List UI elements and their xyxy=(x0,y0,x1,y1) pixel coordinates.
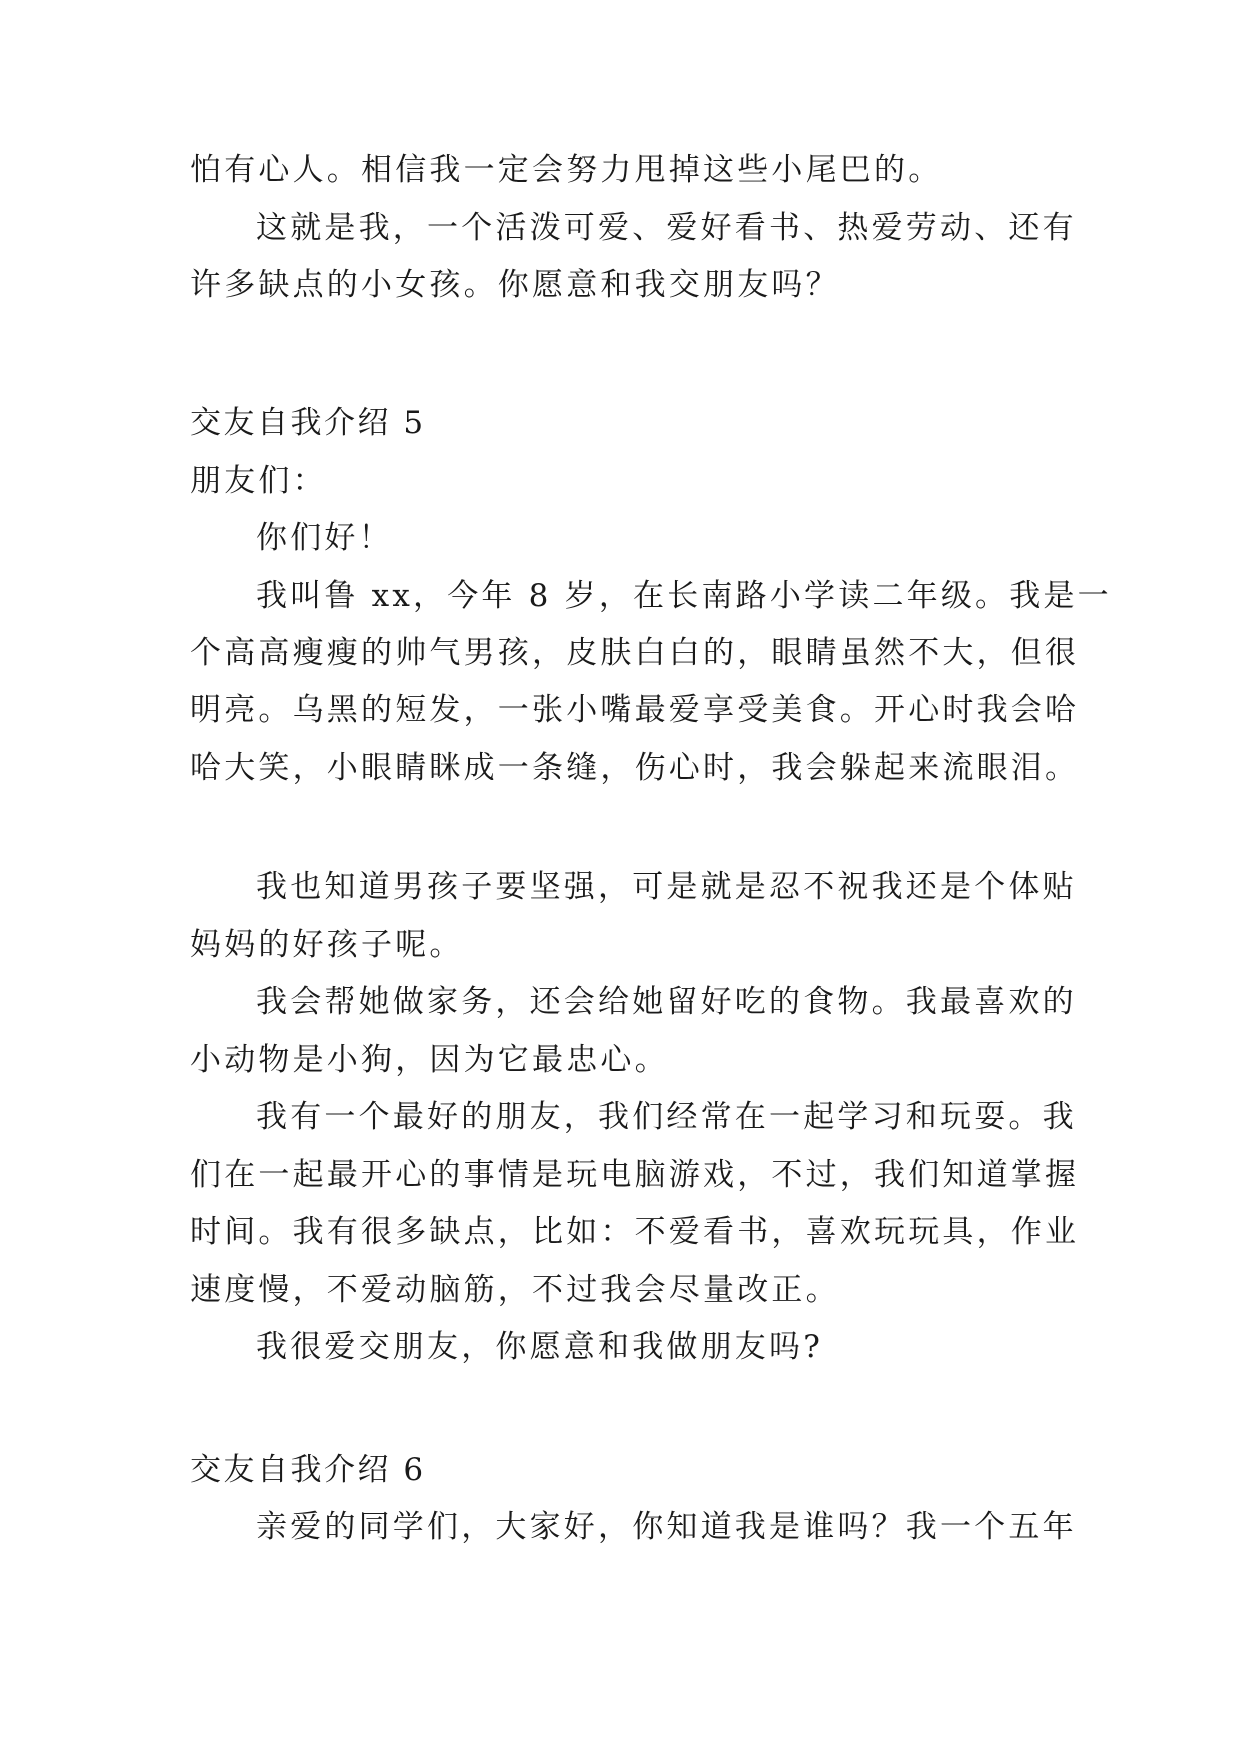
paragraph-first-line: 我有一个最好的朋友，我们经常在一起学习和玩耍。我 xyxy=(256,1099,1077,1135)
text-line: 个高高瘦瘦的帅气男孩，皮肤白白的，眼睛虽然不大，但很 xyxy=(190,635,1080,671)
text-line: 哈大笑，小眼睛眯成一条缝，伤心时，我会躲起来流眼泪。 xyxy=(190,750,1080,786)
text-line: 妈妈的好孩子呢。 xyxy=(190,927,464,963)
paragraph-first-line: 亲爱的同学们，大家好，你知道我是谁吗？我一个五年 xyxy=(256,1509,1077,1545)
paragraph-first-line: 我叫鲁 xx，今年 8 岁，在长南路小学读二年级。我是一 xyxy=(256,578,1112,614)
text-line: 小动物是小狗，因为它最忠心。 xyxy=(190,1042,669,1078)
section-heading-6: 交友自我介绍 6 xyxy=(190,1452,426,1488)
greeting: 你们好！ xyxy=(256,520,393,556)
paragraph-first-line: 这就是我，一个活泼可爱、爱好看书、热爱劳动、还有 xyxy=(256,210,1077,246)
text-line: 时间。我有很多缺点，比如：不爱看书，喜欢玩玩具，作业 xyxy=(190,1214,1080,1250)
paragraph-first-line: 我会帮她做家务，还会给她留好吃的食物。我最喜欢的 xyxy=(256,984,1077,1020)
paragraph-first-line: 我也知道男孩子要坚强，可是就是忍不祝我还是个体贴 xyxy=(256,869,1077,905)
salutation: 朋友们： xyxy=(190,463,327,499)
paragraph-first-line: 我很爱交朋友，你愿意和我做朋友吗? xyxy=(256,1329,824,1365)
text-line: 许多缺点的小女孩。你愿意和我交朋友吗？ xyxy=(190,267,840,303)
text-line: 们在一起最开心的事情是玩电脑游戏，不过，我们知道掌握 xyxy=(190,1157,1080,1193)
text-line: 怕有心人。相信我一定会努力甩掉这些小尾巴的。 xyxy=(190,152,943,188)
text-line: 速度慢，不爱动脑筋，不过我会尽量改正。 xyxy=(190,1272,840,1308)
text-line: 明亮。乌黑的短发，一张小嘴最爱享受美食。开心时我会哈 xyxy=(190,692,1080,728)
section-heading-5: 交友自我介绍 5 xyxy=(190,405,426,441)
